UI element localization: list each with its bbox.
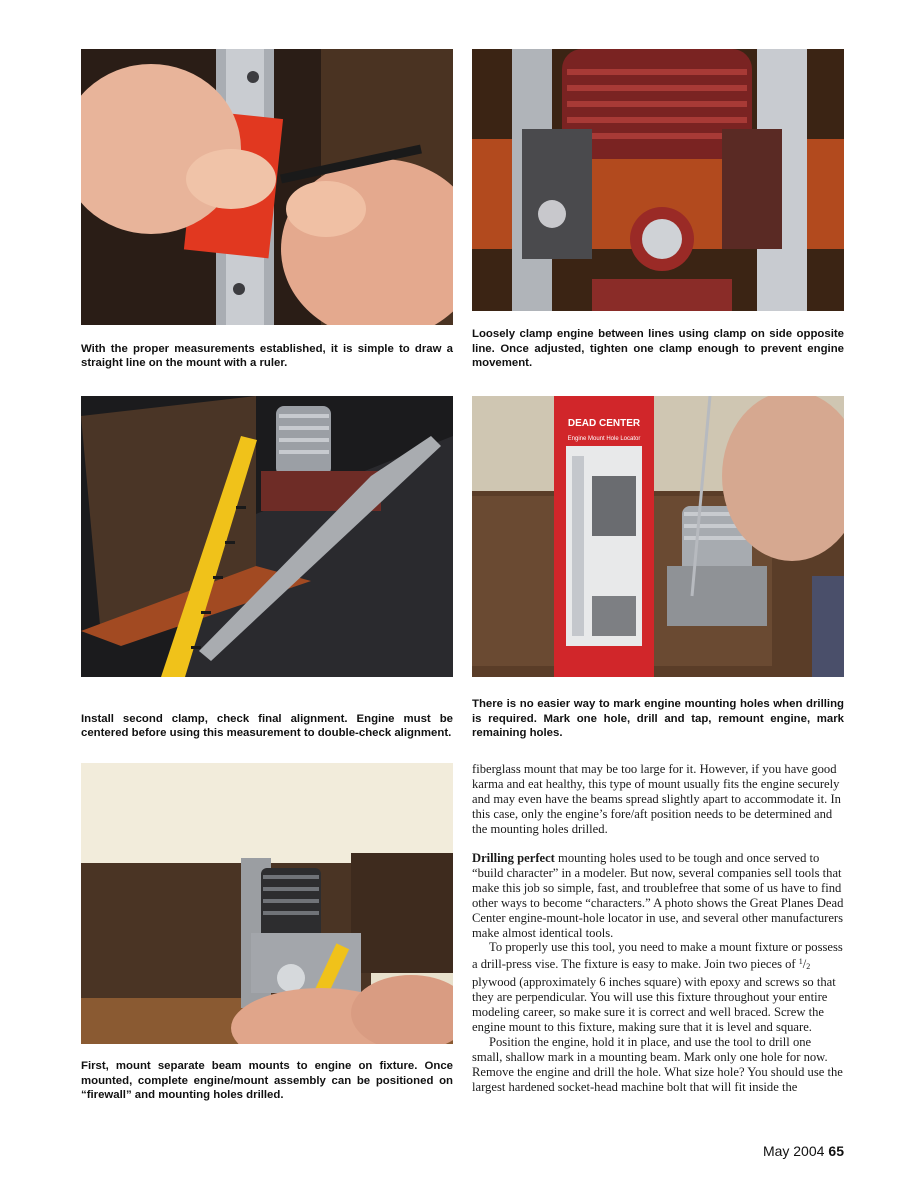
- photo-hands-drawing-line-on-mount: [81, 49, 453, 325]
- fraction-one-half: $^1/_2$: [798, 957, 811, 972]
- package-subtitle-text: Engine Mount Hole Locator: [567, 436, 641, 442]
- photo-engine-on-fixture-drilling: [81, 763, 453, 1044]
- photo-caption-1: With the proper measurements established, it is simple to draw a straight line on the mount with a ruler.: [81, 342, 453, 370]
- package-brand-text: DEAD CENTER: [567, 418, 641, 429]
- page-number: 65: [828, 1143, 844, 1159]
- photo-engine-clamped-on-mount: [472, 49, 844, 311]
- body-paragraph-4: Position the engine, hold it in place, and use the tool to drill one small, shallow mark in a mounting beam. Mark only one hole for now. Remove the engine and drill the hole. What size hole? You should use the largest hardened socket-head machine bolt that will fit inside the: [472, 1035, 843, 1095]
- photo-caption-3: Install second clamp, check final alignment. Engine must be centered before using this measurement to double-check alignment.: [81, 712, 453, 740]
- article-body: [472, 762, 844, 1095]
- issue-date: May 2004: [762, 1143, 825, 1159]
- photo-tape-measure-alignment: [81, 396, 453, 677]
- body-paragraph-1: fiberglass mount that may be too large for it. However, if you have good karma and eat healthy, this type of mount usually fits the engine securely and may even have the beams spread slightly apart to accommodate it. In this case, only the engine’s fore/aft position needs to be determined and the mounting holes drilled.: [472, 762, 841, 836]
- paragraph-lead-in: Drilling perfect: [472, 850, 555, 865]
- body-paragraph-3: To properly use this tool, you need to make a mount fixture or possess a drill-press vise. The fixture is easy to make. Join two pieces of $^1/_2$ plywood (approximately 6 inches square) with epoxy and screws so that they are perpendicular. You will use this fixture throughout your entire modeling career, so make sure it is correct and well braced. Screw the engine mount to this fixture, making sure that it is level and square.: [472, 940, 843, 1035]
- photo-caption-5: First, mount separate beam mounts to engine on fixture. Once mounted, complete engine/mount assembly can be positioned on “firewall” and mounting holes drilled.: [81, 1060, 453, 1102]
- photo-dead-center-hole-locator: [472, 396, 844, 677]
- photo-caption-2: Loosely clamp engine between lines using clamp on side opposite line. Once adjusted, tighten one clamp enough to prevent engine movement.: [472, 328, 844, 370]
- body-paragraph-2: Drilling perfect mounting holes used to be tough and once served to “build character” in a modeler. But now, several companies sell tools that make this job so simple, fast, and troublefree that some of us have to find other ways to become “characters.” A photo shows the Great Planes Dead Center engine-mount-hole locator in use, and several other manufacturers make almost identical tools.: [472, 850, 844, 940]
- photo-caption-4: There is no easier way to mark engine mounting holes when drilling is required. Mark one hole, drill and tap, remount engine, mark remaining holes.: [472, 698, 844, 740]
- page-footer: [763, 1143, 844, 1159]
